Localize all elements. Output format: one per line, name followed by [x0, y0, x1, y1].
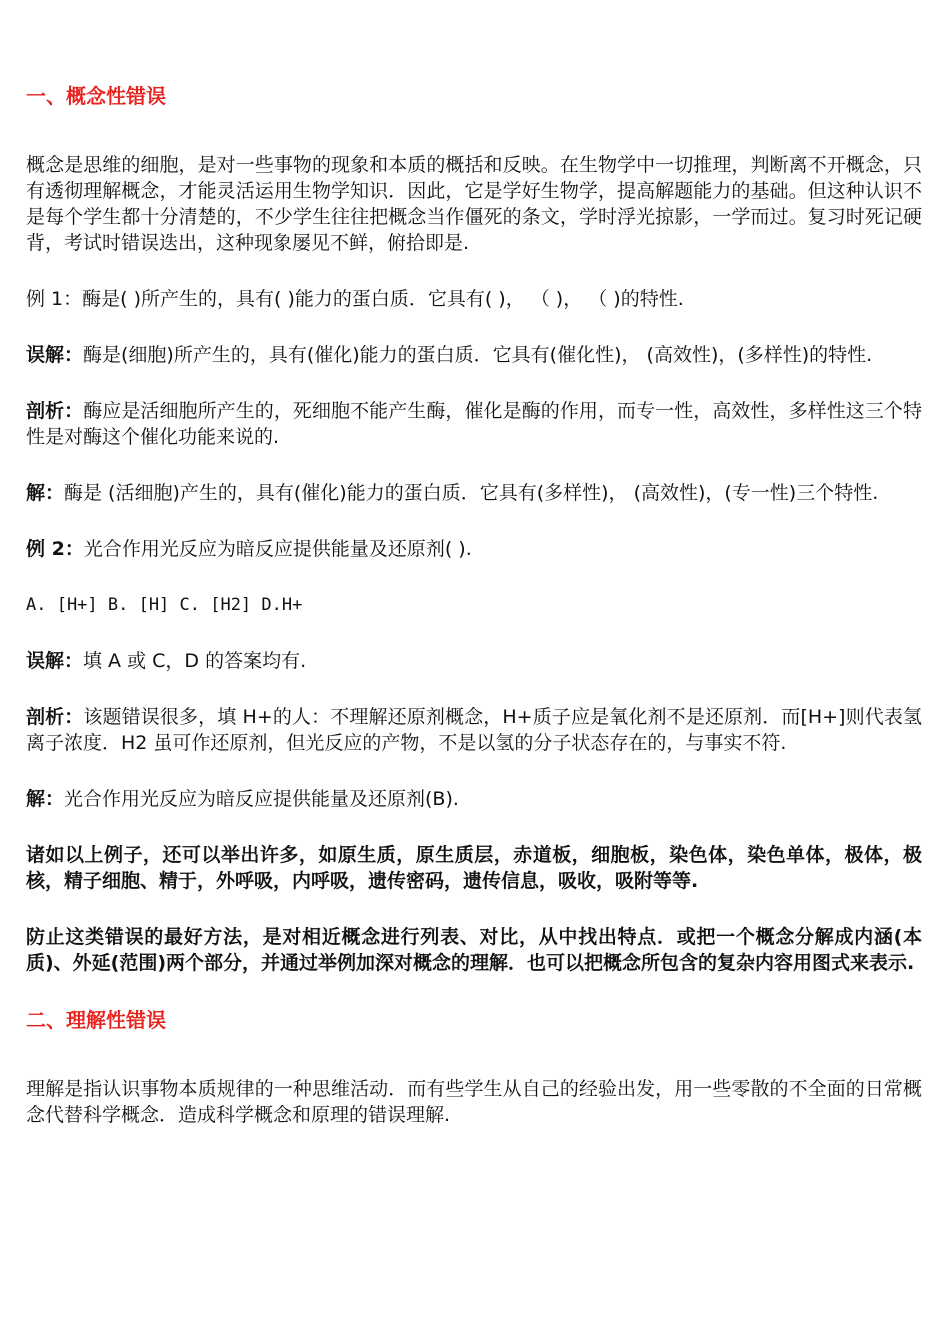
example2-answer	[26, 786, 922, 812]
example1-wrong-answer	[26, 342, 922, 368]
wrong-answer-text: 酶是(细胞)所产生的，具有(催化)能力的蛋白质．它具有(催化性)， (高效性)，(多样性)的特性.	[83, 344, 873, 366]
analysis-label: 剖析：	[26, 706, 84, 728]
example2-question-text: 光合作用光反应为暗反应提供能量及还原剂( ).	[83, 538, 472, 560]
section1-heading: 一、概念性错误	[26, 84, 166, 108]
answer-label: 解：	[26, 788, 65, 810]
example2-options: A. [H+] B. [H] C. [H2] D.H+	[26, 595, 303, 615]
analysis-text: 该题错误很多，填 H+的人：不理解还原剂概念，H+质子应是氧化剂不是还原剂．而[H+]则代表氢离子浓度．H2 虽可作还原剂，但光反应的产物，不是以氢的分子状态存在的，与事实不符.	[26, 706, 922, 754]
wrong-answer-text: 填 A 或 C，D 的答案均有.	[83, 650, 307, 672]
example2-wrong-answer	[26, 648, 922, 674]
summary-examples: 诸如以上例子，还可以举出许多，如原生质，原生质层，赤道板，细胞板，染色体，染色单体，极体，极核，精子细胞、精于，外呼吸，内呼吸，遗传密码，遗传信息，吸收，吸附等等.	[26, 844, 922, 892]
example1-question: 例 1：酶是( )所产生的，具有( )能力的蛋白质．它具有( )， （ )， （ )的特性.	[26, 288, 684, 310]
analysis-label: 剖析：	[26, 400, 84, 422]
document-page	[26, 82, 922, 1128]
analysis-text: 酶应是活细胞所产生的，死细胞不能产生酶，催化是酶的作用，而专一性，高效性，多样性这三个特性是对酶这个催化功能来说的.	[26, 400, 922, 448]
example1-analysis	[26, 398, 922, 450]
example2-label: 例 2：	[26, 538, 84, 560]
wrong-answer-label: 误解：	[26, 344, 84, 366]
answer-text: 酶是 (活细胞)产生的，具有(催化)能力的蛋白质．它具有(多样性)， (高效性)，(专一性)三个特性.	[64, 482, 879, 504]
section2-heading: 二、理解性错误	[26, 1008, 166, 1032]
example1-answer	[26, 480, 922, 506]
section2-intro: 理解是指认识事物本质规律的一种思维活动．而有些学生从自己的经验出发，用一些零散的不全面的日常概念代替科学概念．造成科学概念和原理的错误理解.	[26, 1078, 922, 1126]
example2-question	[26, 536, 922, 562]
answer-label: 解：	[26, 482, 65, 504]
summary-prevention: 防止这类错误的最好方法，是对相近概念进行列表、对比，从中找出特点．或把一个概念分解成内涵(本质)、外延(范围)两个部分，并通过举例加深对概念的理解．也可以把概念所包含的复杂内容用图式来表示.	[26, 926, 922, 974]
wrong-answer-label: 误解：	[26, 650, 84, 672]
example2-analysis	[26, 704, 922, 756]
answer-text: 光合作用光反应为暗反应提供能量及还原剂(B).	[64, 788, 459, 810]
section1-intro: 概念是思维的细胞，是对一些事物的现象和本质的概括和反映。在生物学中一切推理，判断离不开概念，只有透彻理解概念，才能灵活运用生物学知识．因此，它是学好生物学，提高解题能力的基础。但这种认识不是每个学生都十分清楚的，不少学生往往把概念当作僵死的条文，学时浮光掠影，一学而过。复习时死记硬背，考试时错误迭出，这种现象屡见不鲜，俯拾即是.	[26, 154, 922, 254]
